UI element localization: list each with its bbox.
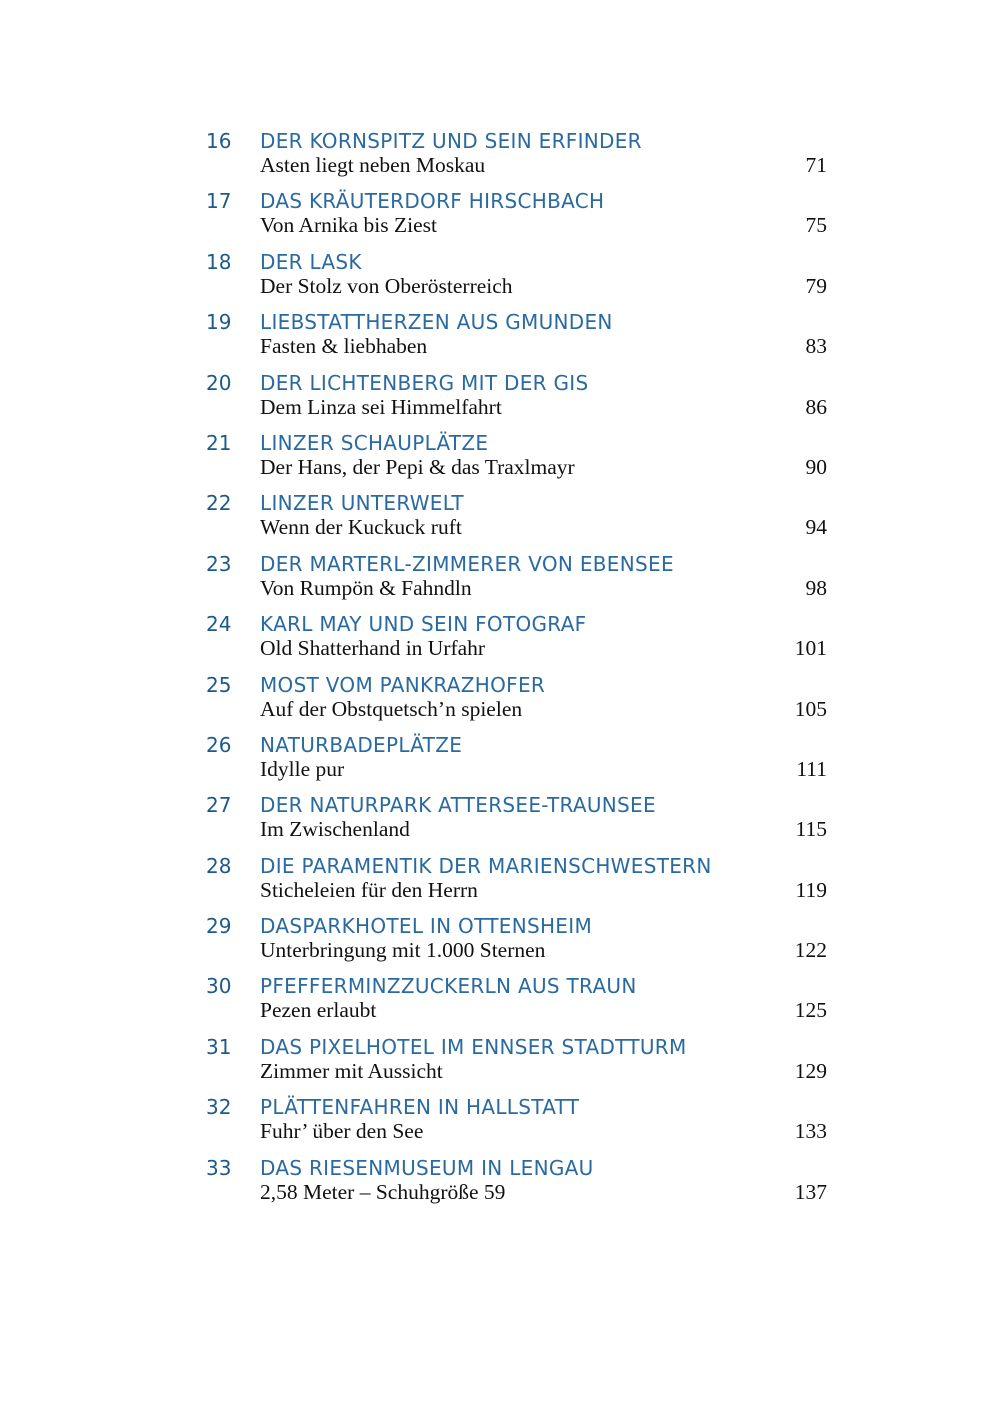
- chapter-subtitle: Pezen erlaubt: [260, 998, 377, 1023]
- chapter-number: 19: [206, 310, 232, 335]
- toc-entry[interactable]: [0, 430, 1000, 490]
- chapter-title: DER LASK: [260, 249, 362, 274]
- toc-entry[interactable]: [0, 1155, 1000, 1215]
- page-number: 94: [805, 515, 827, 540]
- chapter-title: DER NATURPARK ATTERSEE-TRAUNSEE: [260, 793, 656, 818]
- chapter-number: 24: [206, 612, 232, 637]
- chapter-number: 16: [206, 129, 232, 153]
- chapter-number: 29: [206, 914, 232, 939]
- page-number: 90: [805, 454, 827, 479]
- chapter-title: DER LICHTENBERG MIT DER GIS: [260, 370, 589, 395]
- chapter-title: DAS PIXELHOTEL IM ENNSER STADTTURM: [260, 1034, 687, 1059]
- toc-entry[interactable]: [0, 853, 1000, 913]
- chapter-number: 17: [206, 189, 232, 214]
- chapter-title: PFEFFERMINZZUCKERLN AUS TRAUN: [260, 974, 637, 999]
- chapter-number: 30: [206, 974, 232, 999]
- chapter-subtitle: Auf der Obstquetsch’n spielen: [260, 696, 523, 721]
- chapter-number: 25: [206, 672, 232, 697]
- chapter-subtitle: Unterbringung mit 1.000 Sternen: [260, 938, 546, 963]
- chapter-title: DER KORNSPITZ UND SEIN ERFINDER: [260, 129, 642, 153]
- chapter-subtitle: Der Stolz von Oberösterreich: [260, 273, 513, 298]
- chapter-subtitle: Zimmer mit Aussicht: [260, 1058, 443, 1083]
- page-number: 71: [805, 153, 827, 177]
- chapter-title: PLÄTTENFAHREN IN HALLSTATT: [260, 1095, 580, 1120]
- toc-entry[interactable]: [0, 792, 1000, 852]
- page-number: 137: [794, 1179, 827, 1204]
- page-number: 119: [795, 877, 827, 902]
- page-number: 83: [805, 334, 827, 359]
- page-number: 105: [794, 696, 827, 721]
- chapter-subtitle: 2,58 Meter – Schuhgröße 59: [260, 1179, 506, 1204]
- toc-entry[interactable]: [0, 188, 1000, 248]
- chapter-title: KARL MAY UND SEIN FOTOGRAF: [260, 612, 587, 637]
- chapter-number: 22: [206, 491, 232, 516]
- chapter-subtitle: Wenn der Kuckuck ruft: [260, 515, 462, 540]
- chapter-subtitle: Old Shatterhand in Urfahr: [260, 636, 486, 661]
- chapter-subtitle: Von Arnika bis Ziest: [260, 213, 437, 238]
- page-number: 122: [794, 938, 827, 963]
- chapter-number: 20: [206, 370, 232, 395]
- toc-entry[interactable]: [0, 309, 1000, 369]
- chapter-title: DAS KRÄUTERDORF HIRSCHBACH: [260, 189, 605, 214]
- chapter-subtitle: Asten liegt neben Moskau: [260, 153, 486, 177]
- page-number: 101: [794, 636, 827, 661]
- chapter-title: LINZER SCHAUPLÄTZE: [260, 430, 489, 455]
- chapter-number: 28: [206, 853, 232, 878]
- chapter-subtitle: Dem Linza sei Himmelfahrt: [260, 394, 502, 419]
- chapter-number: 18: [206, 249, 232, 274]
- chapter-number: 21: [206, 430, 232, 455]
- page-number: 86: [805, 394, 827, 419]
- chapter-title: DIE PARAMENTIK DER MARIENSCHWESTERN: [260, 853, 712, 878]
- chapter-number: 31: [206, 1034, 232, 1059]
- chapter-title: DAS RIESENMUSEUM IN LENGAU: [260, 1155, 594, 1180]
- toc-entry[interactable]: [0, 913, 1000, 973]
- toc-entry[interactable]: [0, 249, 1000, 309]
- page-number: 98: [805, 575, 827, 600]
- chapter-title: DASPARKHOTEL IN OTTENSHEIM: [260, 914, 592, 939]
- chapter-title: MOST VOM PANKRAZHOFER: [260, 672, 546, 697]
- chapter-number: 26: [206, 732, 232, 757]
- toc-entry[interactable]: [0, 732, 1000, 792]
- toc-entry[interactable]: [0, 1094, 1000, 1154]
- chapter-title: NATURBADEPLÄTZE: [260, 732, 463, 757]
- toc-entry[interactable]: [0, 973, 1000, 1033]
- chapter-subtitle: Sticheleien für den Herrn: [260, 877, 478, 902]
- page-number: 133: [794, 1119, 827, 1144]
- page-number: 79: [805, 273, 827, 298]
- chapter-title: LIEBSTATTHERZEN AUS GMUNDEN: [260, 310, 613, 335]
- page-number: 129: [794, 1058, 827, 1083]
- page-number: 115: [795, 817, 827, 842]
- chapter-number: 32: [206, 1095, 232, 1120]
- chapter-subtitle: Fuhr’ über den See: [260, 1119, 424, 1144]
- toc-entry[interactable]: [0, 370, 1000, 430]
- toc-entry[interactable]: [0, 551, 1000, 611]
- table-of-contents: [0, 128, 1000, 1215]
- chapter-subtitle: Fasten & liebhaben: [260, 334, 428, 359]
- chapter-subtitle: Idylle pur: [260, 756, 345, 781]
- toc-entry[interactable]: [0, 490, 1000, 550]
- chapter-title: DER MARTERL-ZIMMERER VON EBENSEE: [260, 551, 674, 576]
- chapter-number: 23: [206, 551, 232, 576]
- chapter-subtitle: Im Zwischenland: [260, 817, 410, 842]
- page-number: 125: [794, 998, 827, 1023]
- page-number: 111: [796, 756, 827, 781]
- chapter-title: LINZER UNTERWELT: [260, 491, 464, 516]
- chapter-number: 27: [206, 793, 232, 818]
- page-number: 75: [805, 213, 827, 238]
- toc-entry[interactable]: [0, 672, 1000, 732]
- chapter-subtitle: Der Hans, der Pepi & das Traxlmayr: [260, 454, 575, 479]
- chapter-subtitle: Von Rumpön & Fahndln: [260, 575, 472, 600]
- toc-entry[interactable]: [0, 1034, 1000, 1094]
- chapter-number: 33: [206, 1155, 232, 1180]
- toc-entry[interactable]: [0, 128, 1000, 188]
- toc-entry[interactable]: [0, 611, 1000, 671]
